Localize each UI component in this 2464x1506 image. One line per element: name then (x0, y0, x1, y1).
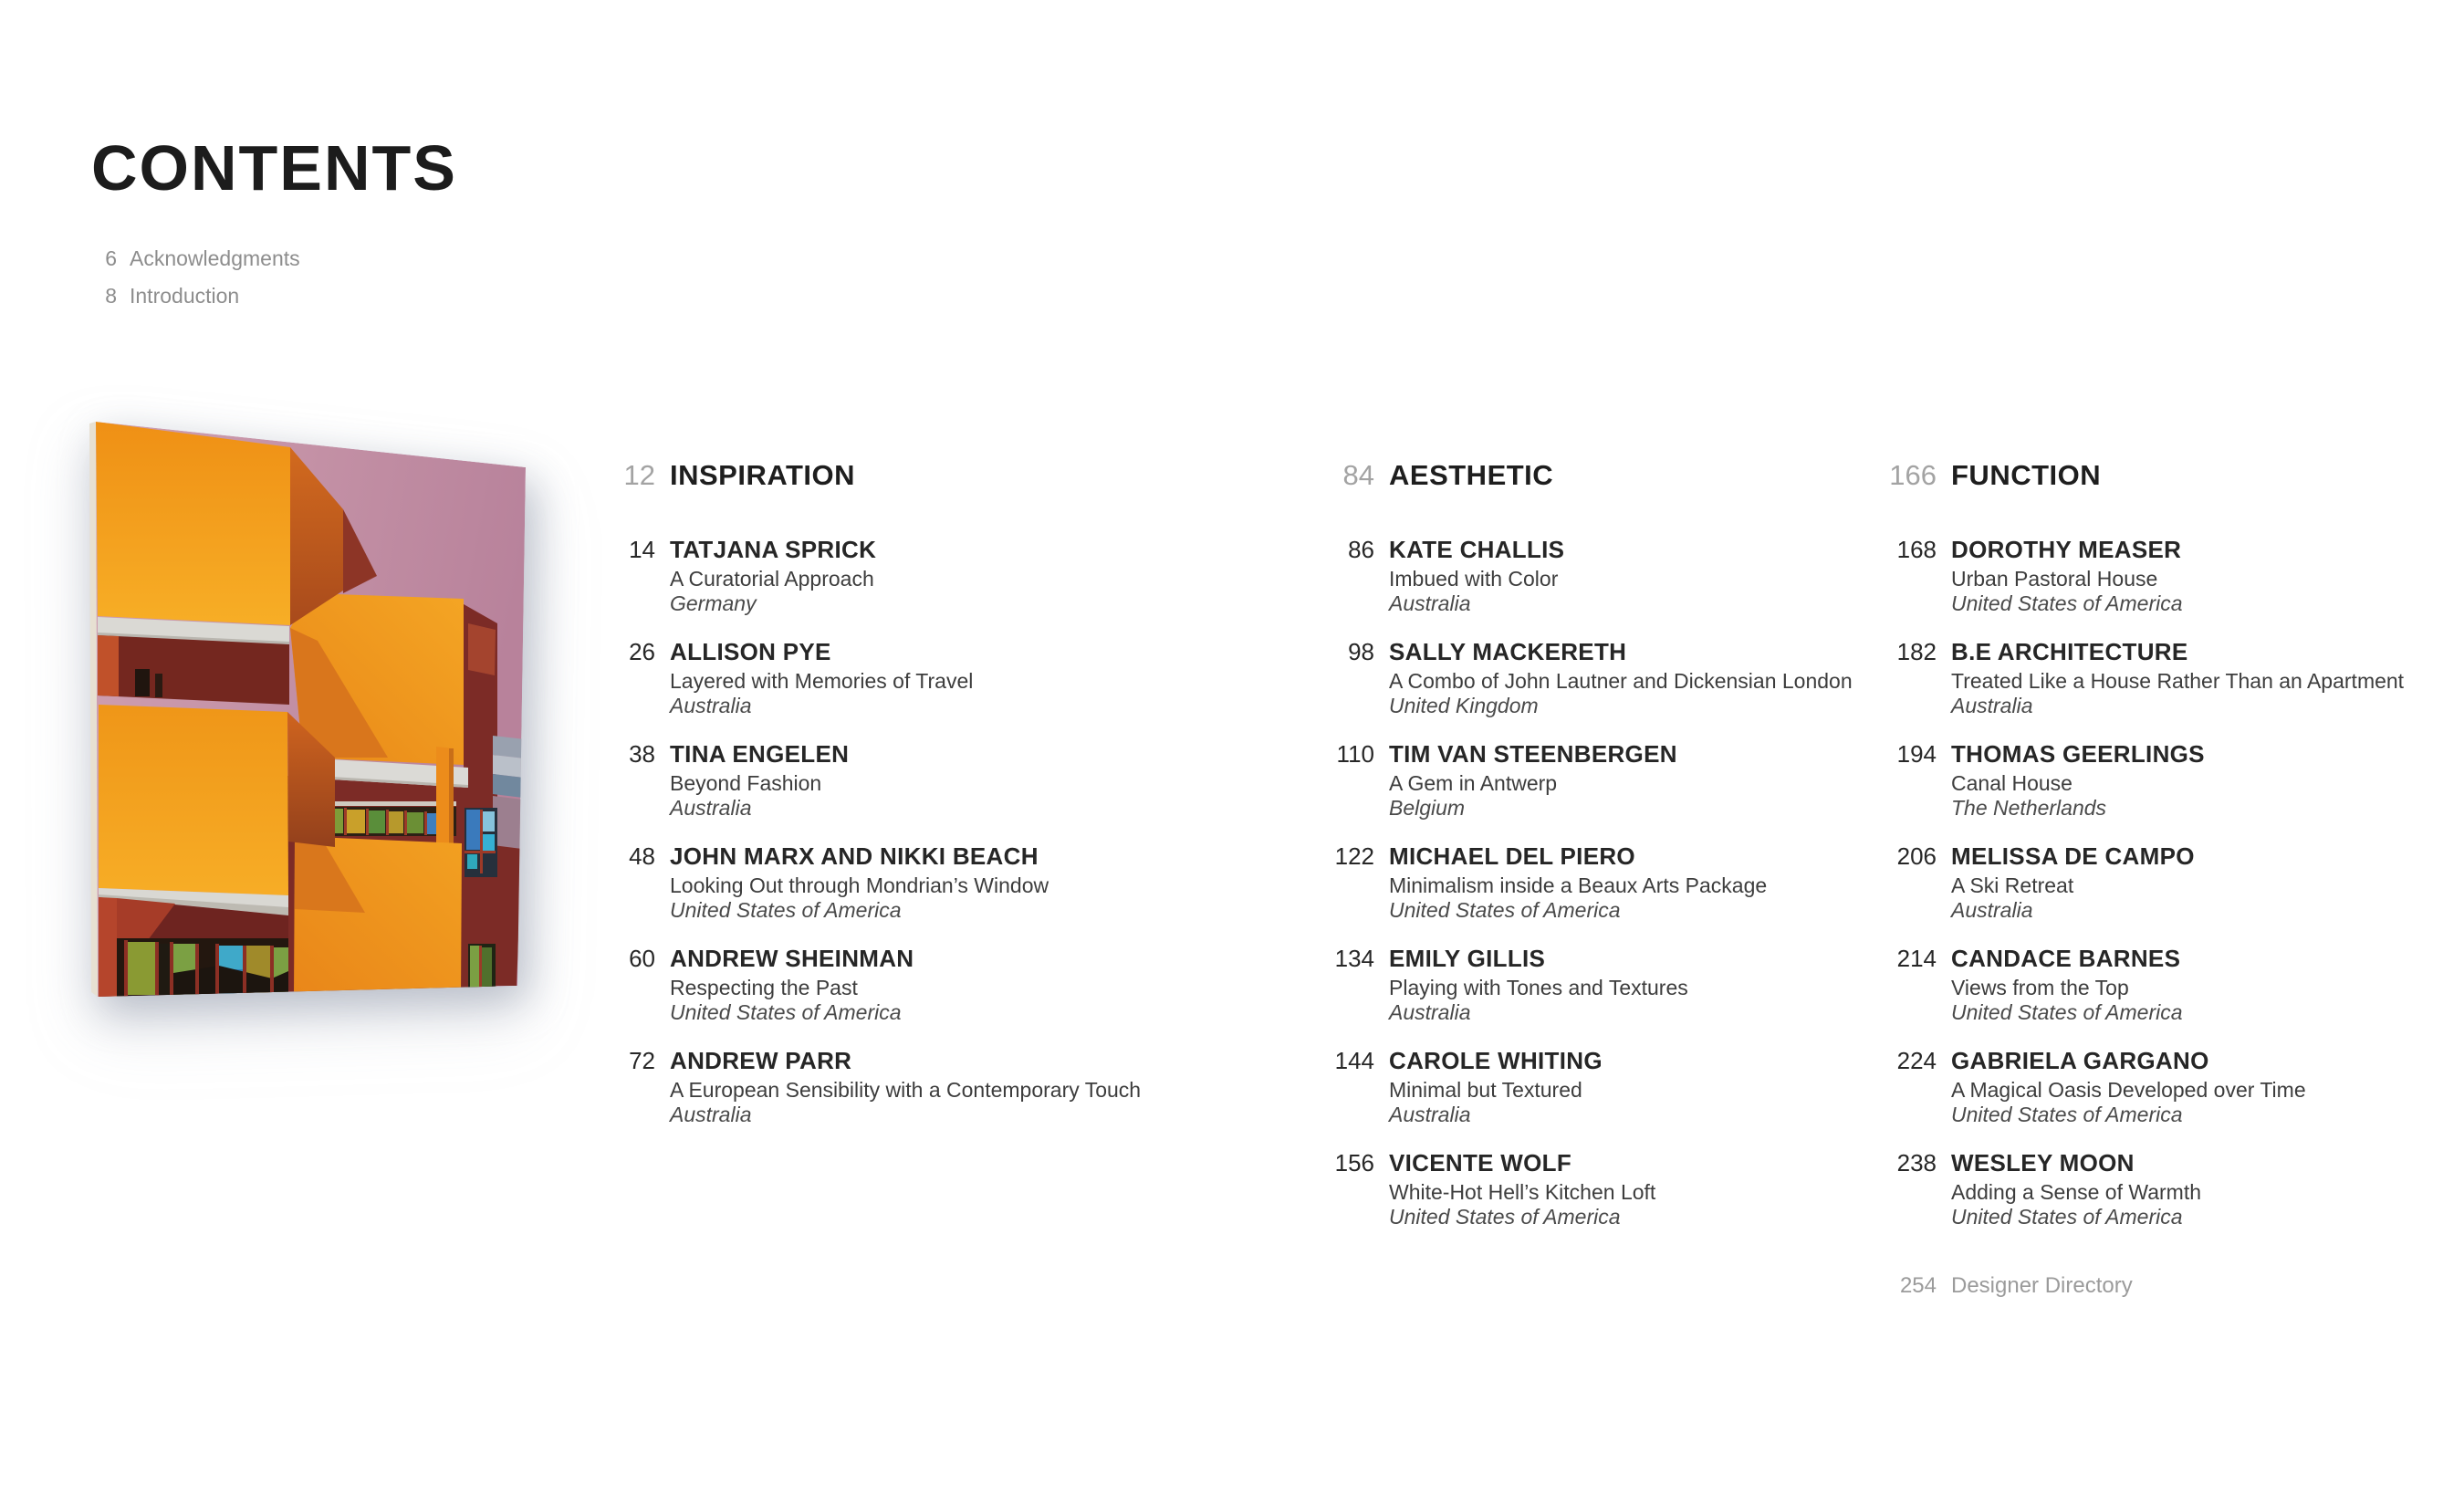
entry-subtitle: Layered with Memories of Travel (670, 669, 974, 693)
entry-designer-name: JOHN MARX AND NIKKI BEACH (670, 842, 1039, 870)
toc-entry (1292, 1147, 1876, 1229)
toc-entry (1854, 943, 2438, 1025)
entry-page-number: 110 (1336, 740, 1374, 768)
entry-subtitle: Beyond Fashion (670, 771, 822, 795)
entry-designer-name: MELISSA DE CAMPO (1951, 842, 2195, 870)
toc-entry (573, 534, 1157, 616)
contents-artwork-painting (87, 411, 543, 1013)
toc-entry (573, 636, 1157, 718)
entry-designer-name: KATE CHALLIS (1389, 536, 1565, 563)
entry-designer-name: ANDREW PARR (670, 1047, 852, 1074)
entry-country: Australia (1389, 591, 1471, 615)
toc-section-inspiration (573, 459, 1157, 1147)
frontmatter-label: Acknowledgments (130, 246, 300, 270)
entry-designer-name: THOMAS GEERLINGS (1951, 740, 2205, 768)
toc-entry (1292, 534, 1876, 616)
section-title: AESTHETIC (1389, 459, 1554, 491)
entry-page-number: 86 (1348, 536, 1374, 563)
entry-country: Australia (1389, 1000, 1471, 1024)
entry-country: United States of America (1951, 1103, 2183, 1126)
entry-page-number: 194 (1896, 740, 1937, 768)
entry-country: Australia (1951, 898, 2033, 922)
frontmatter-item (88, 246, 300, 270)
entry-country: United Kingdom (1389, 694, 1539, 717)
entry-designer-name: WESLEY MOON (1951, 1149, 2135, 1177)
entry-country: Australia (1389, 1103, 1471, 1126)
entry-designer-name: ALLISON PYE (670, 638, 831, 665)
entry-country: Belgium (1389, 796, 1466, 820)
backmatter-page-number: 254 (1899, 1273, 1937, 1298)
entry-country: Australia (670, 796, 752, 820)
entry-subtitle: Canal House (1951, 771, 2072, 795)
toc-section-function (1854, 459, 2438, 1299)
entry-page-number: 144 (1334, 1047, 1374, 1074)
section-header (573, 459, 1157, 492)
toc-entry (1854, 636, 2438, 718)
section-page-number: 84 (1342, 459, 1374, 491)
entry-subtitle: Respecting the Past (670, 976, 858, 999)
entry-subtitle: A Curatorial Approach (670, 567, 874, 591)
entry-designer-name: DOROTHY MEASER (1951, 536, 2182, 563)
entry-subtitle: Views from the Top (1951, 976, 2129, 999)
section-page-number: 166 (1889, 459, 1937, 491)
entry-country: The Netherlands (1951, 796, 2107, 820)
toc-entry (1854, 1045, 2438, 1127)
entry-page-number: 168 (1896, 536, 1937, 563)
frontmatter-label: Introduction (130, 284, 240, 308)
entry-subtitle: A Magical Oasis Developed over Time (1951, 1078, 2306, 1102)
entry-designer-name: TATJANA SPRICK (670, 536, 877, 563)
entry-page-number: 72 (629, 1047, 655, 1074)
toc-section-aesthetic (1292, 459, 1876, 1250)
entry-subtitle: Minimalism inside a Beaux Arts Package (1389, 873, 1768, 897)
entry-subtitle: A Ski Retreat (1951, 873, 2074, 897)
entry-designer-name: MICHAEL DEL PIERO (1389, 842, 1635, 870)
toc-entry (1854, 738, 2438, 821)
entry-page-number: 14 (629, 536, 655, 563)
entry-page-number: 48 (629, 842, 655, 870)
entry-designer-name: CAROLE WHITING (1389, 1047, 1603, 1074)
entry-subtitle: A European Sensibility with a Contemporary Touch (670, 1078, 1142, 1102)
entry-designer-name: TIM VAN STEENBERGEN (1389, 740, 1677, 768)
entry-country: Australia (1951, 694, 2033, 717)
entry-page-number: 238 (1896, 1149, 1937, 1177)
section-entries (573, 534, 1157, 1127)
section-entries (1292, 534, 1876, 1229)
entry-country: United States of America (1951, 591, 2183, 615)
entry-country: United States of America (1389, 898, 1621, 922)
section-header (1292, 459, 1876, 492)
entry-subtitle: White-Hot Hell’s Kitchen Loft (1389, 1180, 1656, 1204)
entry-page-number: 182 (1896, 638, 1937, 665)
section-entries (1854, 534, 2438, 1229)
entry-designer-name: TINA ENGELEN (670, 740, 850, 768)
toc-entry (573, 738, 1157, 821)
entry-page-number: 60 (629, 945, 655, 972)
painting-scene (96, 422, 526, 998)
toc-entry (573, 943, 1157, 1025)
entry-country: United States of America (670, 1000, 902, 1024)
entry-page-number: 26 (629, 638, 655, 665)
entry-page-number: 206 (1896, 842, 1937, 870)
entry-designer-name: SALLY MACKERETH (1389, 638, 1627, 665)
entry-subtitle: Looking Out through Mondrian’s Window (670, 873, 1049, 897)
frontmatter-page-number: 6 (105, 246, 117, 270)
toc-entry (1854, 1147, 2438, 1229)
section-page-number: 12 (623, 459, 655, 491)
designer-directory-entry (1854, 1273, 2438, 1299)
toc-entry (1292, 738, 1876, 821)
backmatter-label: Designer Directory (1951, 1273, 2133, 1298)
entry-subtitle: A Gem in Antwerp (1389, 771, 1558, 795)
entry-country: United States of America (1951, 1000, 2183, 1024)
entry-country: United States of America (670, 898, 902, 922)
toc-entry (1854, 841, 2438, 923)
entry-designer-name: GABRIELA GARGANO (1951, 1047, 2209, 1074)
entry-designer-name: ANDREW SHEINMAN (670, 945, 914, 972)
toc-entry (573, 841, 1157, 923)
toc-entry (1292, 1045, 1876, 1127)
entry-country: Australia (670, 1103, 752, 1126)
entry-country: United States of America (1951, 1205, 2183, 1229)
toc-entry (1854, 534, 2438, 616)
entry-page-number: 224 (1896, 1047, 1937, 1074)
section-title: INSPIRATION (670, 459, 855, 491)
entry-page-number: 122 (1334, 842, 1374, 870)
entry-designer-name: EMILY GILLIS (1389, 945, 1546, 972)
entry-designer-name: B.E ARCHITECTURE (1951, 638, 2188, 665)
entry-page-number: 156 (1334, 1149, 1374, 1177)
entry-subtitle: A Combo of John Lautner and Dickensian London (1389, 669, 1853, 693)
entry-designer-name: VICENTE WOLF (1389, 1149, 1572, 1177)
entry-subtitle: Playing with Tones and Textures (1389, 976, 1688, 999)
entry-subtitle: Adding a Sense of Warmth (1951, 1180, 2202, 1204)
entry-country: Australia (670, 694, 752, 717)
entry-page-number: 98 (1348, 638, 1374, 665)
entry-page-number: 134 (1334, 945, 1374, 972)
section-title: FUNCTION (1951, 459, 2102, 491)
toc-entry (1292, 943, 1876, 1025)
frontmatter-item (88, 284, 300, 308)
entry-country: United States of America (1389, 1205, 1621, 1229)
entry-subtitle: Urban Pastoral House (1951, 567, 2158, 591)
toc-entry (1292, 636, 1876, 718)
entry-country: Germany (670, 591, 757, 615)
toc-entry (573, 1045, 1157, 1127)
page-title: CONTENTS (91, 132, 457, 204)
section-header (1854, 459, 2438, 492)
entry-subtitle: Minimal but Textured (1389, 1078, 1582, 1102)
toc-entry (1292, 841, 1876, 923)
entry-subtitle: Treated Like a House Rather Than an Apartment (1951, 669, 2405, 693)
frontmatter-page-number: 8 (105, 284, 117, 308)
entry-subtitle: Imbued with Color (1389, 567, 1559, 591)
entry-page-number: 214 (1896, 945, 1937, 972)
entry-designer-name: CANDACE BARNES (1951, 945, 2181, 972)
frontmatter-list (88, 246, 300, 321)
entry-page-number: 38 (629, 740, 655, 768)
